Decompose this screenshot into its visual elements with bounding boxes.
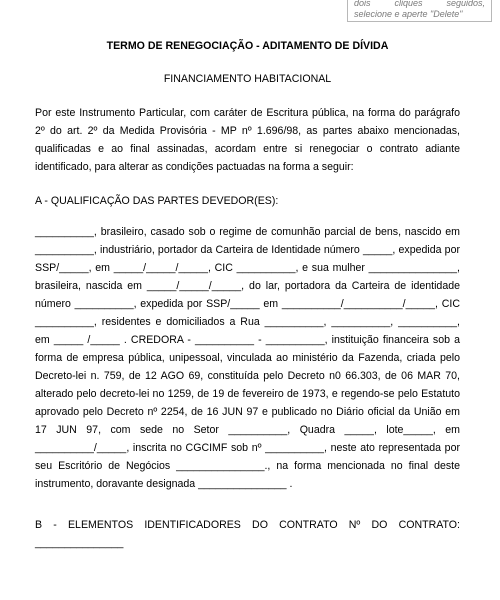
document-body bbox=[35, 37, 460, 552]
section-a-heading: A - QUALIFICAÇÃO DAS PARTES DEVEDOR(ES): bbox=[35, 195, 279, 207]
section-a-body: __________, brasileiro, casado sob o regime de comunhão parcial de bens, nascido em __________, industriário, portador da Carteira de Identidade número _____, expedida por SSP/_____, em _____/_____/_____, CIC __________, e sua mulher _______________, brasileira, nascida em _____/_____/_____, do lar, portadora da Carteira de identidade número __________, expedida por SSP/_____ em __________/__________/_____, CIC __________, residentes e domiciliados a Rua __________, __________, __________, em _____ /_____ . CREDORA - __________ - __________, instituição financeira sob a forma de empresa pública, unipessoal, vinculada ao ministério da Fazenda, criada pelo Decreto-lei n. 759, de 12 AGO 69, constituída pelo Decreto n0 66.303, de 06 MAR 70, alterado pelo decreto-lei no 1259, de 19 de fevereiro de 1973, e regendo-se pelo Estatuto aprovado pelo Decreto nº 2254, de 16 JUN 97 e publicado no Diário oficial da União em 17 JUN 97, com sede no Setor __________, Quadra _____, lote_____, em __________/_____, inscrita no CGCIMF sob nº __________, neste ato representada por seu Escritório de Negócios _______________., na forma mencionada no final deste instrumento, doravante designada _______________ . bbox=[35, 226, 460, 490]
intro-paragraph: Por este Instrumento Particular, com caráter de Escritura pública, na forma do parágrafo 2º do art. 2º da Medida Provisória - MP nº 1.696/98, as partes abaixo mencionadas, qualificadas e ao final assinadas, acordam entre si renegociar o contrato adiante identificado, para alterar as condições pactuadas na forma a seguir: bbox=[35, 107, 460, 173]
instruction-note-line-2: selecione e aperte "Delete" bbox=[354, 8, 463, 19]
section-b-heading: B - ELEMENTOS IDENTIFICADORES DO CONTRATO Nº DO CONTRATO: bbox=[35, 519, 460, 531]
document-title: TERMO DE RENEGOCIAÇÃO - ADITAMENTO DE DÍVIDA bbox=[106, 40, 389, 52]
instruction-note-line-1: dois cliques seguidos, bbox=[354, 0, 485, 8]
document-subtitle: FINANCIAMENTO HABITACIONAL bbox=[163, 73, 332, 85]
section-b-blank: _______________ bbox=[35, 537, 124, 549]
instruction-note bbox=[347, 0, 492, 22]
